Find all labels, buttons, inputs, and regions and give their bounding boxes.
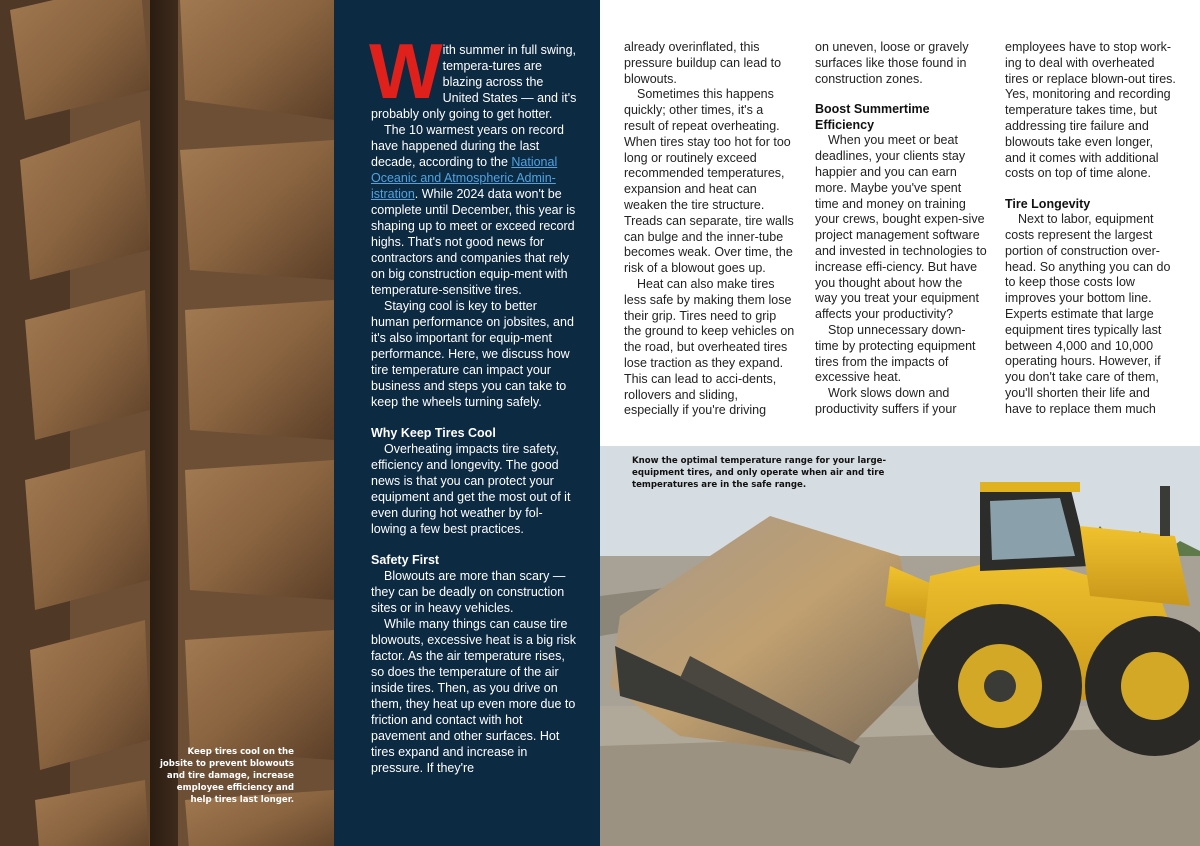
- noaa-link[interactable]: National Oceanic and Atmospheric Admin-istration: [371, 155, 558, 201]
- col4-paragraph-1: employees have to stop work-ing to deal with overheated tires or replace blown-out tires. Yes, monitoring and recording temperature takes time, but addressing tire failure and blowouts take even longer, and it comes with additional costs on top of time alone.: [1005, 40, 1176, 181]
- col3-paragraph-2: When you meet or beat deadlines, your clients stay happier and you can earn more. Maybe you've spent time and money on training your crews, bought expen-sive project management software and invested in technologies to increase effi-ciency. But have you thought about how the way you treat your equipment affects your productivity?: [815, 133, 987, 322]
- article-column-1: [369, 27, 577, 776]
- intro-p2-after-link: . While 2024 data won't be complete until December, this year is shaping up to meet or exceed record highs. That's not good news for contractors and companies that rely on big construction equip-ment with temperature-sensitive tires.: [371, 187, 576, 297]
- article-column-4: [1005, 40, 1177, 418]
- intro-lead-paragraph: [369, 27, 577, 122]
- drop-cap: W: [369, 27, 439, 115]
- heading-boost-summertime-efficiency: Boost Summertime Efficiency: [815, 102, 930, 133]
- heading-tire-longevity: Tire Longevity: [1005, 197, 1091, 212]
- loader-photo-caption: Know the optimal temperature range for your large-equipment tires, and only operate when air and tire temperatures are in the safe range.: [632, 456, 887, 490]
- tire-tread-illustration: [0, 0, 334, 846]
- tire-tread-photo: [0, 0, 334, 846]
- col3-paragraph-1: on uneven, loose or gravely surfaces like those found in construction zones.: [815, 40, 969, 86]
- intro-lead-text: ith summer in full swing, tempera-tures are blazing across the United States — and it's probably only going to get hotter.: [371, 43, 577, 121]
- intro-column: [334, 0, 600, 846]
- intro-paragraph-3: Staying cool is key to better human performance on jobsites, and it's also important for equip-ment performance. Here, we discuss how tire temperature can impact your business and steps you can take to keep the wheels turning safely.: [371, 299, 574, 409]
- article-column-3: [815, 40, 987, 418]
- wheel-loader-illustration: [600, 446, 1200, 846]
- intro-paragraph-2: [371, 122, 577, 298]
- wheel-loader-photo: [600, 446, 1200, 846]
- heading-safety-first: Safety First: [371, 553, 440, 567]
- intro-p2-before-link: The 10 warmest years on record have happened during the last decade, according to the: [371, 123, 564, 169]
- safety-paragraph-2: While many things can cause tire blowouts, excessive heat is a big risk factor. As the air temperature rises, so does the temperature of the air inside tires. Then, as you drive on them, they heat up even more due to friction and contact with hot pavement and other surfaces. Hot tires expand and increase in pressure. If they're: [371, 617, 576, 775]
- tire-photo-caption: Keep tires cool on the jobsite to prevent blowouts and tire damage, increase employee efficiency and help tires last longer.: [159, 747, 294, 805]
- why-cool-paragraph: Overheating impacts tire safety, efficiency and longevity. The good news is that you can protect your equipment and get the most out of it even during hot weather by fol-lowing a few best practices.: [371, 442, 571, 536]
- col3-paragraph-4: Work slows down and productivity suffers if your: [815, 386, 957, 416]
- col3-paragraph-3: Stop unnecessary down-time by protecting equipment tires from the impacts of excessive heat.: [815, 322, 976, 385]
- col2-paragraph-3: Heat can also make tires less safe by making them lose their grip. Tires need to grip the ground to keep vehicles on the road, but overheated tires lose traction as they expand. This can lead to acci-dents, rollovers and sliding, especially if you're driving: [624, 276, 795, 418]
- article-column-2: [624, 40, 796, 419]
- col2-paragraph-2: Sometimes this happens quickly; other times, it's a result of repeat overheating. When tires stay too hot for too long or routinely exceed recommended temperatures, expansion and heat can weaken the tire structure. Treads can separate, tire walls can bulge and the inner-tube becomes weak. Over time, the risk of a blowout goes up.: [624, 87, 794, 276]
- safety-paragraph-1: Blowouts are more than scary — they can be deadly on construction sites or in heavy vehicles.: [371, 569, 566, 615]
- heading-why-keep-tires-cool: Why Keep Tires Cool: [371, 426, 496, 440]
- col2-paragraph-1: already overinflated, this pressure buildup can lead to blowouts.: [624, 40, 782, 86]
- col4-paragraph-2: Next to labor, equipment costs represent the largest portion of construction over-head. So anything you can do to keep those costs low improves your bottom line. Experts estimate that large equipment tires typically last between 4,000 and 10,000 operating hours. However, if you don't take care of them, you'll shorten their life and have to replace them much: [1005, 212, 1171, 416]
